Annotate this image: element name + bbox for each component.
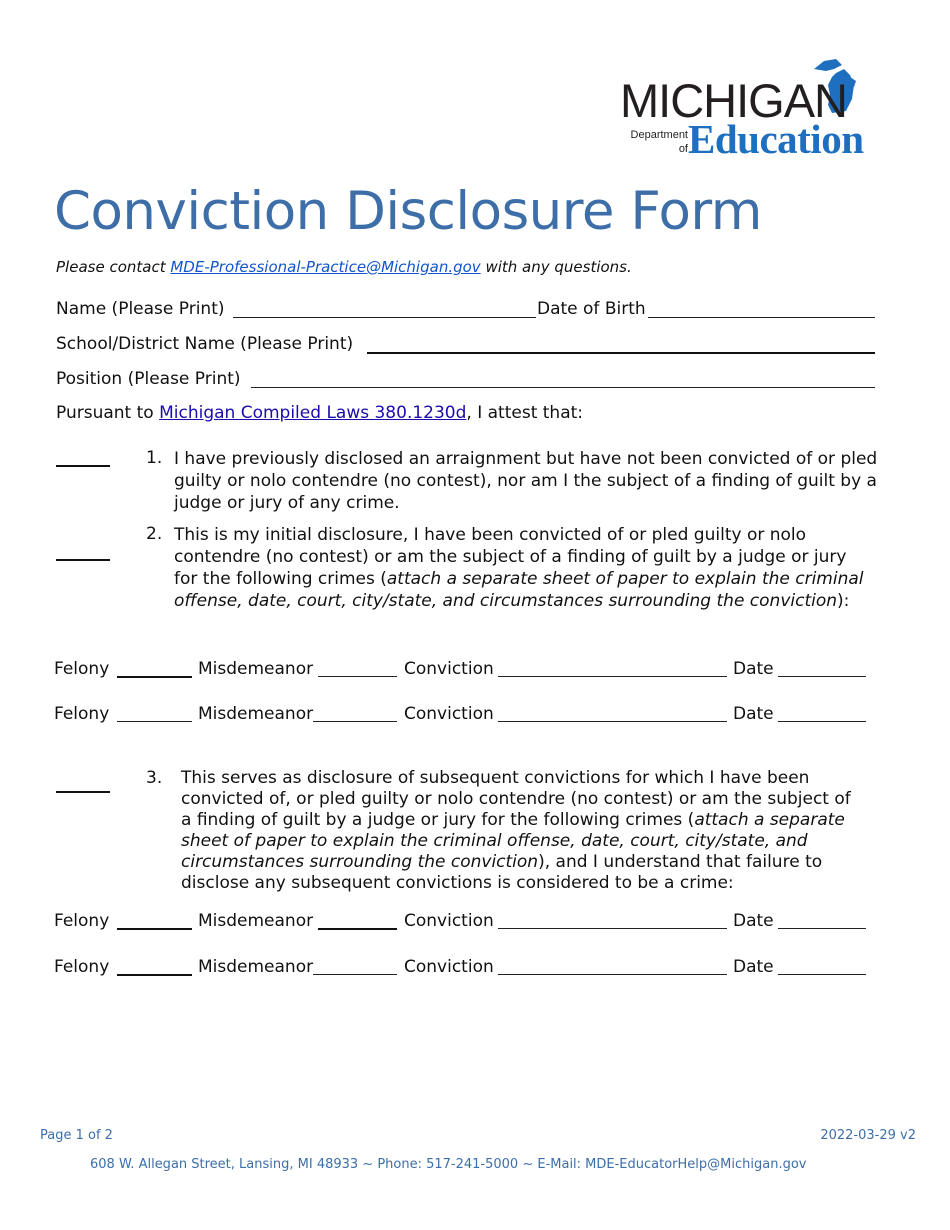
form-version: 2022-03-29 v2 (820, 1128, 916, 1143)
felony-label: Felony (54, 957, 110, 977)
date-label: Date (733, 911, 774, 931)
misdemeanor-label: Misdemeanor (198, 957, 314, 977)
conviction-input-line[interactable] (498, 659, 727, 677)
felony-input-line[interactable] (117, 659, 192, 678)
name-input-line[interactable] (233, 300, 536, 318)
item-1-text: I have previously disclosed an arraignment but have not been convicted of or pled guilty or nolo contendre (no contest), nor am I the subject of a finding of guilt by a judge or jury of any crime. (174, 449, 878, 513)
logo-department-word: Department (630, 129, 688, 141)
crime-row (54, 911, 874, 935)
item-1-checkbox-line[interactable] (56, 465, 110, 467)
item-2-text-end: ): (837, 591, 850, 611)
crime-row (54, 704, 874, 728)
felony-label: Felony (54, 704, 110, 724)
date-input-line[interactable] (778, 957, 866, 975)
date-input-line[interactable] (778, 911, 866, 929)
logo-education-text: Education (688, 116, 864, 162)
position-input-line[interactable] (251, 370, 875, 388)
contact-suffix: with any questions. (480, 258, 632, 276)
item-2-number: 2. (146, 524, 163, 544)
date-input-line[interactable] (778, 704, 866, 722)
felony-input-line[interactable] (117, 911, 192, 930)
felony-label: Felony (54, 911, 110, 931)
dob-field-label: Date of Birth (537, 299, 646, 319)
conviction-label: Conviction (404, 704, 494, 724)
item-3-number: 3. (146, 768, 163, 788)
conviction-input-line[interactable] (498, 957, 727, 975)
misdemeanor-label: Misdemeanor (198, 704, 314, 724)
school-input-line[interactable] (367, 335, 875, 354)
conviction-label: Conviction (404, 957, 494, 977)
crime-row (54, 957, 874, 981)
felony-label: Felony (54, 659, 110, 679)
item-2-checkbox-line[interactable] (56, 559, 110, 561)
name-field-label: Name (Please Print) (56, 299, 225, 319)
felony-input-line[interactable] (117, 704, 192, 722)
contact-prefix: Please contact (56, 258, 171, 276)
item-2-text (174, 524, 869, 612)
date-input-line[interactable] (778, 659, 866, 677)
date-label: Date (733, 957, 774, 977)
conviction-input-line[interactable] (498, 911, 727, 929)
pursuant-suffix: , I attest that: (466, 403, 584, 423)
misdemeanor-input-line[interactable] (313, 704, 397, 722)
mcl-link[interactable]: Michigan Compiled Laws 380.1230d (159, 403, 467, 423)
school-field-label: School/District Name (Please Print) (56, 334, 354, 354)
crime-row (54, 659, 874, 683)
felony-input-line[interactable] (117, 957, 192, 976)
misdemeanor-label: Misdemeanor (198, 659, 314, 679)
item-3-checkbox-line[interactable] (56, 791, 110, 793)
logo-department-text (631, 129, 688, 157)
item-2-text-plain: This is my initial disclosure, I have been convicted of or pled guilty or nolo contendre (no contest) or am the subject of a finding of guilt by a judge or jury for the following crimes ( (174, 525, 847, 589)
misdemeanor-input-line[interactable] (313, 957, 397, 975)
page-title: Conviction Disclosure Form (54, 181, 762, 242)
dob-input-line[interactable] (648, 300, 875, 318)
contact-line (56, 258, 632, 276)
pursuant-line (56, 403, 583, 423)
pursuant-prefix: Pursuant to (56, 403, 160, 423)
position-field-label: Position (Please Print) (56, 369, 241, 389)
footer-address: 608 W. Allegan Street, Lansing, MI 48933 ~ Phone: 517-241-5000 ~ E-Mail: MDE-EducatorHelp@Michigan.gov (90, 1157, 807, 1172)
date-label: Date (733, 704, 774, 724)
conviction-label: Conviction (404, 659, 494, 679)
misdemeanor-input-line[interactable] (318, 911, 397, 930)
misdemeanor-input-line[interactable] (318, 659, 397, 677)
michigan-education-logo (620, 55, 885, 165)
item-1-number: 1. (146, 448, 163, 468)
logo-michigan-text: MICHIGAN (620, 74, 847, 127)
item-3-text-italic: attach a separate sheet of paper to explain the criminal offense, date, court, city/state, and circumstances surrounding the conviction (181, 810, 845, 872)
item-2-text-italic: attach a separate sheet of paper to explain the criminal offense, date, court, city/state, and circumstances surrounding the conviction (174, 569, 864, 611)
page-number: Page 1 of 2 (40, 1128, 113, 1143)
item-3-text (181, 768, 866, 894)
item-3-text-end: ), and I understand that failure to disclose any subsequent convictions is considered to be a crime: (181, 852, 823, 893)
item-3-text-plain: This serves as disclosure of subsequent convictions for which I have been convicted of, or pled guilty or nolo contendre (no contest) or am the subject of a finding of guilt by a judge or jury for the following crimes ( (181, 768, 851, 830)
contact-email-link[interactable]: MDE-Professional-Practice@Michigan.gov (170, 258, 481, 276)
date-label: Date (733, 659, 774, 679)
misdemeanor-label: Misdemeanor (198, 911, 314, 931)
logo-of-word: of (678, 142, 688, 155)
conviction-input-line[interactable] (498, 704, 727, 722)
conviction-label: Conviction (404, 911, 494, 931)
